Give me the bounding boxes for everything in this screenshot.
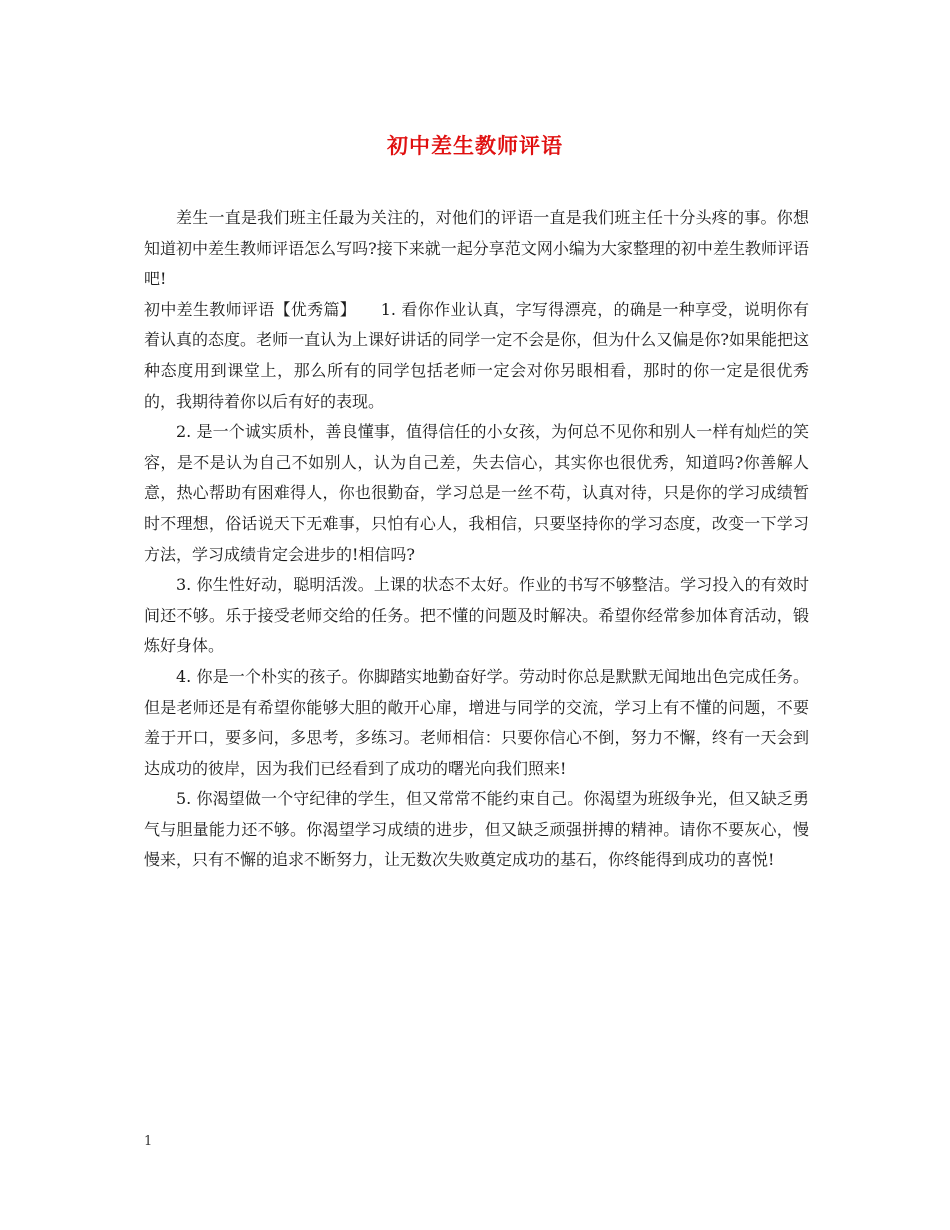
document-title: 初中差生教师评语 <box>387 133 563 158</box>
paragraph-item-3: 3. 你生性好动，聪明活泼。上课的状态不太好。作业的书写不够整洁。学习投入的有效时间还不够。乐于接受老师交给的任务。把不懂的问题及时解决。希望你经常参加体育活动，锻炼好身体。 <box>144 575 809 656</box>
document-body <box>144 203 809 876</box>
paragraph-intro: 差生一直是我们班主任最为关注的，对他们的评语一直是我们班主任十分头疼的事。你想知道初中差生教师评语怎么写吗?接下来就一起分享范文网小编为大家整理的初中差生教师评语吧! <box>144 208 809 289</box>
paragraph-item-4: 4. 你是一个朴实的孩子。你脚踏实地勤奋好学。劳动时你总是默默无闻地出色完成任务。但是老师还是有希望你能够大胆的敞开心扉，增进与同学的交流，学习上有不懂的问题，不要羞于开口，要多问，多思考，多练习。老师相信：只要你信心不倒，努力不懈，终有一天会到达成功的彼岸，因为我们已经看到了成功的曙光向我们照来! <box>144 666 809 778</box>
paragraph-item-1: 初中差生教师评语【优秀篇】 1. 看你作业认真，字写得漂亮，的确是一种享受，说明你有着认真的态度。老师一直认为上课好讲话的同学一定不会是你，但为什么又偏是你?如果能把这种态度用到课堂上，那么所有的同学包括老师一定会对你另眼相看，那时的你一定是很优秀的，我期待着你以后有好的表现。 <box>144 299 809 411</box>
paragraph-item-2: 2. 是一个诚实质朴，善良懂事，值得信任的小女孩，为何总不见你和别人一样有灿烂的笑容，是不是认为自己不如别人，认为自己差，失去信心，其实你也很优秀，知道吗?你善解人意，热心帮助有困难得人，你也很勤奋，学习总是一丝不苟，认真对待，只是你的学习成绩暂时不理想，俗话说天下无难事，只怕有心人，我相信，只要坚持你的学习态度，改变一下学习方法，学习成绩肯定会进步的!相信吗? <box>144 422 809 564</box>
page-number: 1 <box>144 1134 153 1149</box>
paragraph-item-5: 5. 你渴望做一个守纪律的学生，但又常常不能约束自己。你渴望为班级争光，但又缺乏勇气与胆量能力还不够。你渴望学习成绩的进步，但又缺乏顽强拼搏的精神。请你不要灰心，慢慢来，只有不懈的追求不断努力，让无数次失败奠定成功的基石，你终能得到成功的喜悦! <box>144 789 809 870</box>
